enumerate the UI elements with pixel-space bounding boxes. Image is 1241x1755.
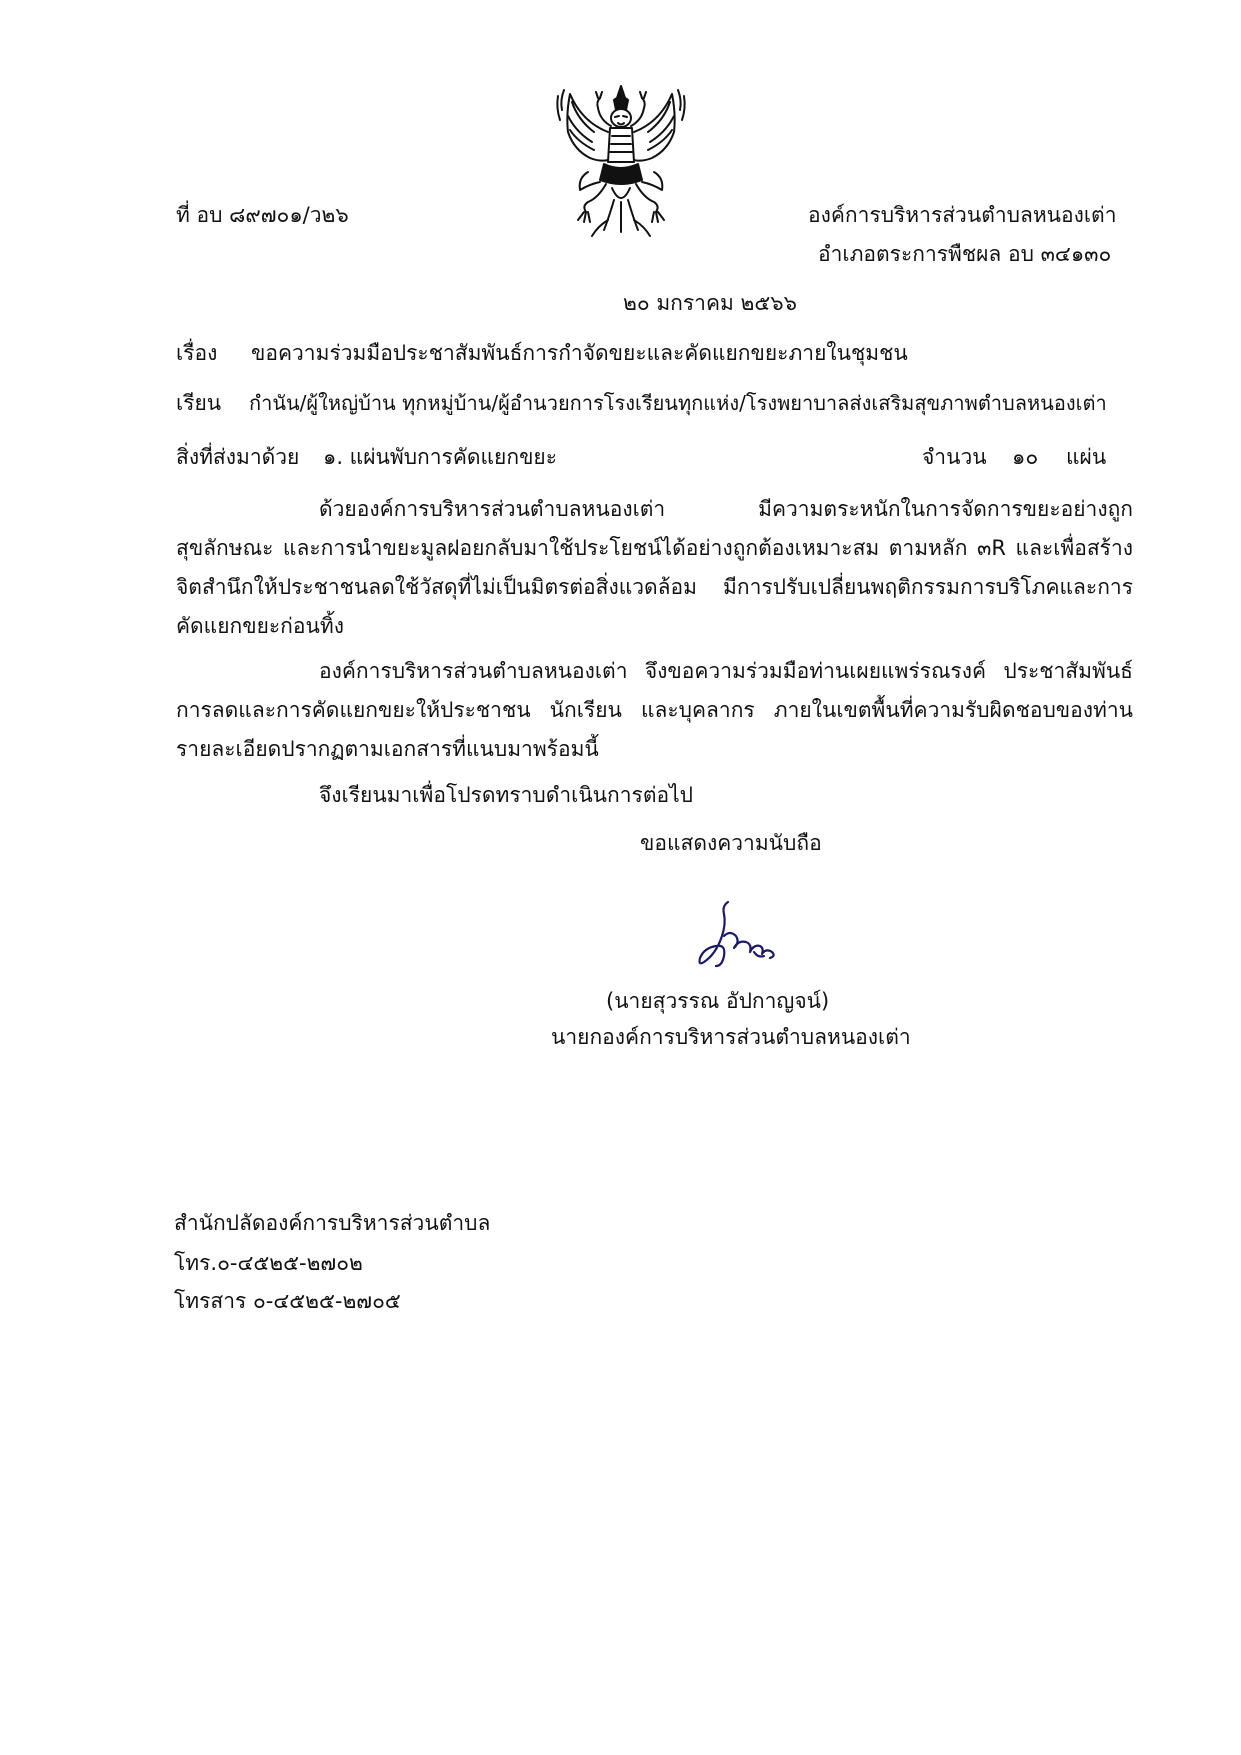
recipient-text: กำนัน/ผู้ใหญ่บ้าน ทุกหมู่บ้าน/ผู้อำนวยการโรงเรียนทุกแห่ง/โรงพยาบาลส่งเสริมสุขภาพตำบลหนองเต่า [249,391,1107,415]
reference-number: ที่ อบ ๘๙๗๐๑/ว๒๖ [176,203,349,227]
attachment-quantity-value: ๑๐ [1012,445,1039,469]
garuda-emblem-icon [548,80,694,238]
attachment-item: ๑. แผ่นพับการคัดแยกขยะ [323,445,558,469]
footer-fax: โทรสาร ๐-๔๕๒๕-๒๗๐๕ [174,1289,401,1313]
body-paragraph-2-text: องค์การบริหารส่วนตำบลหนองเต่า จึงขอความร่วมมือท่านเผยแพร่รณรงค์ ประชาสัมพันธ์ การลดและการคัดแยกขยะให้ประชาชน นักเรียน และบุคลากร ภายในเขตพื้นที่ความรับผิดชอบของท่าน รายละเอียดปรากฏตามเอกสารที่แนบมาพร้อมนี้ [176,659,1133,761]
subject-text: ขอความร่วมมือประชาสัมพันธ์การกำจัดขยะและคัดแยกขยะภายในชุมชน [251,341,908,365]
body-paragraph-1-text: ด้วยองค์การบริหารส่วนตำบลหนองเต่า มีความตระหนักในการจัดการขยะอย่างถูกสุขลักษณะ และการนำขยะมูลฝอยกลับมาใช้ประโยชน์ได้อย่างถูกต้องเหมาะสม ตามหลัก ๓R และเพื่อสร้างจิตสำนึกให้ประชาชนลดใช้วัสดุที่ไม่เป็นมิตรต่อสิ่งแวดล้อม มีการปรับเปลี่ยนพฤติกรรมการบริโภคและการคัดแยกขยะก่อนทิ้ง [176,497,1133,638]
footer-phone: โทร.๐-๔๕๒๕-๒๗๐๒ [174,1251,363,1275]
attachment-quantity-label: จำนวน [922,445,987,469]
org-name: องค์การบริหารส่วนตำบลหนองเต่า [808,203,1117,227]
body-paragraph-3: จึงเรียนมาเพื่อโปรดทราบดำเนินการต่อไป [319,783,693,807]
attachment-quantity-unit: แผ่น [1066,445,1107,469]
recipient-label: เรียน [176,391,222,415]
closing-salutation: ขอแสดงความนับถือ [640,831,822,855]
signer-name: (นายสุวรรณ อัปกาญจน์) [606,989,830,1013]
handwritten-signature [694,896,784,976]
body-paragraph-1 [176,490,1133,646]
footer-office: สำนักปลัดองค์การบริหารส่วนตำบล [174,1211,491,1235]
subject-label: เรื่อง [176,341,218,365]
attachment-label: สิ่งที่ส่งมาด้วย [176,445,300,469]
letter-date: ๒๐ มกราคม ๒๕๖๖ [623,291,797,315]
signer-title: นายกองค์การบริหารส่วนตำบลหนองเต่า [551,1025,911,1049]
org-address: อำเภอตระการพืชผล อบ ๓๔๑๓๐ [818,242,1112,266]
body-paragraph-2 [176,652,1133,769]
